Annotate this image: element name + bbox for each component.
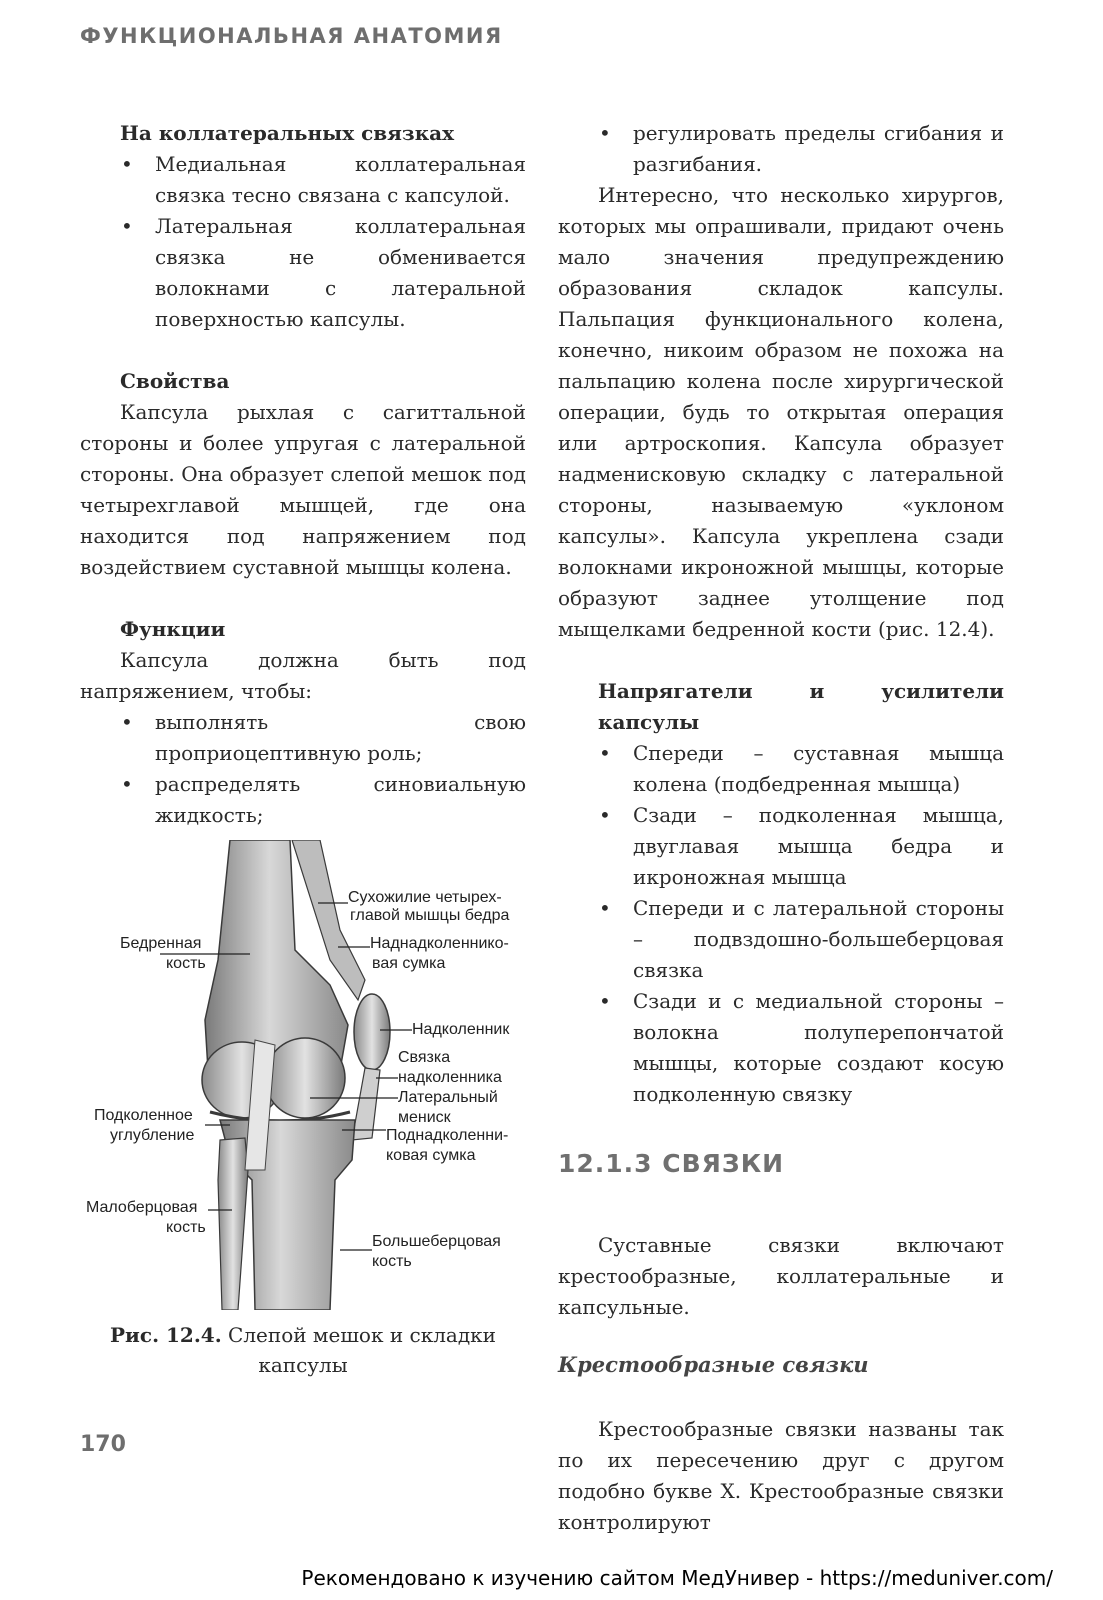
footer-watermark: Рекомендовано к изучению сайтом МедУнивер - https://meduniver.com/	[301, 1566, 1053, 1590]
knee-figure	[80, 840, 526, 1310]
label-infrapatellar-bursa: ковая сумка	[386, 1147, 476, 1164]
label-tibia: Большеберцовая	[372, 1233, 501, 1250]
label-popliteal-recess: углубление	[110, 1127, 195, 1144]
paragraph: Суставные связки включают крестообразные, коллатеральные и капсульные.	[558, 1233, 1004, 1319]
label-tibia: кость	[372, 1253, 412, 1270]
label-lateral-meniscus: Латеральный	[398, 1089, 498, 1106]
running-head: ФУНКЦИОНАЛЬНАЯ АНАТОМИЯ	[80, 24, 503, 48]
list-item: • распределять синовиальную жидкость;	[155, 769, 526, 831]
heading-properties: Свойства	[120, 369, 230, 393]
caption-number: Рис. 12.4.	[110, 1323, 222, 1347]
section-title: 12.1.3 СВЯЗКИ	[558, 1149, 785, 1178]
list-item: • Спереди и с латеральной стороны – подвздошно-большеберцовая связка	[633, 893, 1004, 986]
label-quad-tendon: главой мышцы бедра	[350, 907, 510, 924]
list-item: • Сзади – подколенная мышца, двуглавая мышца бедра и икроножная мышца	[633, 800, 1004, 893]
list-item: • регулировать пределы сгибания и разгибания.	[633, 118, 1004, 180]
heading-tensors: Напрягатели и усилители капсулы	[598, 679, 1004, 734]
properties-paragraph: Капсула рыхлая с сагиттальной стороны и более упругая с латеральной стороны. Она образует слепой мешок под четырехглавой мышцей, где она находится под напряжением под воздействием суставной мышцы колена.	[80, 400, 526, 579]
label-patellar-ligament: надколенника	[398, 1069, 502, 1086]
heading-collateral: На коллатеральных связках	[120, 121, 455, 145]
list-item: • Спереди – суставная мышца колена (подбедренная мышца)	[633, 738, 1004, 800]
patellar-ligament-shape	[352, 1068, 380, 1140]
patella-shape	[354, 994, 390, 1070]
figure-caption	[80, 1320, 526, 1380]
label-patellar-ligament: Связка	[398, 1049, 451, 1066]
heading-cruciate: Крестообразные связки	[558, 1352, 869, 1377]
condyle-shape	[265, 1038, 345, 1118]
caption-text: Слепой мешок и складки капсулы	[221, 1323, 496, 1377]
knee-illustration	[80, 840, 526, 1310]
list-item: • Латеральная коллатеральная связка не обменивается волокнами с латеральной поверхностью капсулы.	[155, 211, 526, 335]
label-quad-tendon: Сухожилие четырех-	[348, 889, 502, 906]
label-femur: кость	[166, 955, 206, 972]
list-item: • выполнять свою проприоцептивную роль;	[155, 707, 526, 769]
heading-functions: Функции	[120, 617, 226, 641]
label-lateral-meniscus: мениск	[398, 1109, 451, 1126]
label-patella: Надколенник	[412, 1021, 510, 1038]
label-infrapatellar-bursa: Поднадколенни-	[386, 1127, 509, 1144]
continued-list	[558, 118, 1004, 180]
label-popliteal-recess: Подколенное	[94, 1107, 193, 1124]
label-suprapatellar-bursa: Наднадколеннико-	[370, 935, 509, 952]
functions-list	[80, 707, 526, 831]
page-number: 170	[80, 1432, 126, 1457]
label-fibula: Малоберцовая	[86, 1199, 198, 1216]
tensors-list	[558, 738, 1004, 1110]
fibula-shape	[218, 1138, 248, 1310]
collateral-list	[80, 149, 526, 335]
functions-intro: Капсула должна быть под напряжением, чтобы:	[80, 648, 526, 703]
label-fibula: кость	[166, 1219, 206, 1236]
paragraph: Интересно, что несколько хирургов, которых мы опрашивали, придают очень мало значения предупреждению образования складок капсулы. Пальпация функционального колена, конечно, никоим образом не похожа на пальпацию колена после хирургической операции, будь то открытая операция или артроскопия. Капсула образует надменисковую складку с латеральной стороны, называемую «уклоном капсулы». Капсула укреплена сзади волокнами икроножной мышцы, которые образуют заднее утолщение под мыщелками бедренной кости (рис. 12.4).	[558, 183, 1004, 641]
right-column	[558, 118, 1004, 1538]
list-item: • Сзади и с медиальной стороны – волокна полуперепончатой мышцы, которые создают косую подколенную связку	[633, 986, 1004, 1110]
paragraph: Крестообразные связки названы так по их пересечению друг с другом подобно букве X. Крестообразные связки контролируют	[558, 1417, 1004, 1534]
list-item: • Медиальная коллатеральная связка тесно связана с капсулой.	[155, 149, 526, 211]
left-column	[80, 118, 526, 831]
label-femur: Бедренная	[120, 935, 202, 952]
label-suprapatellar-bursa: вая сумка	[372, 955, 446, 972]
